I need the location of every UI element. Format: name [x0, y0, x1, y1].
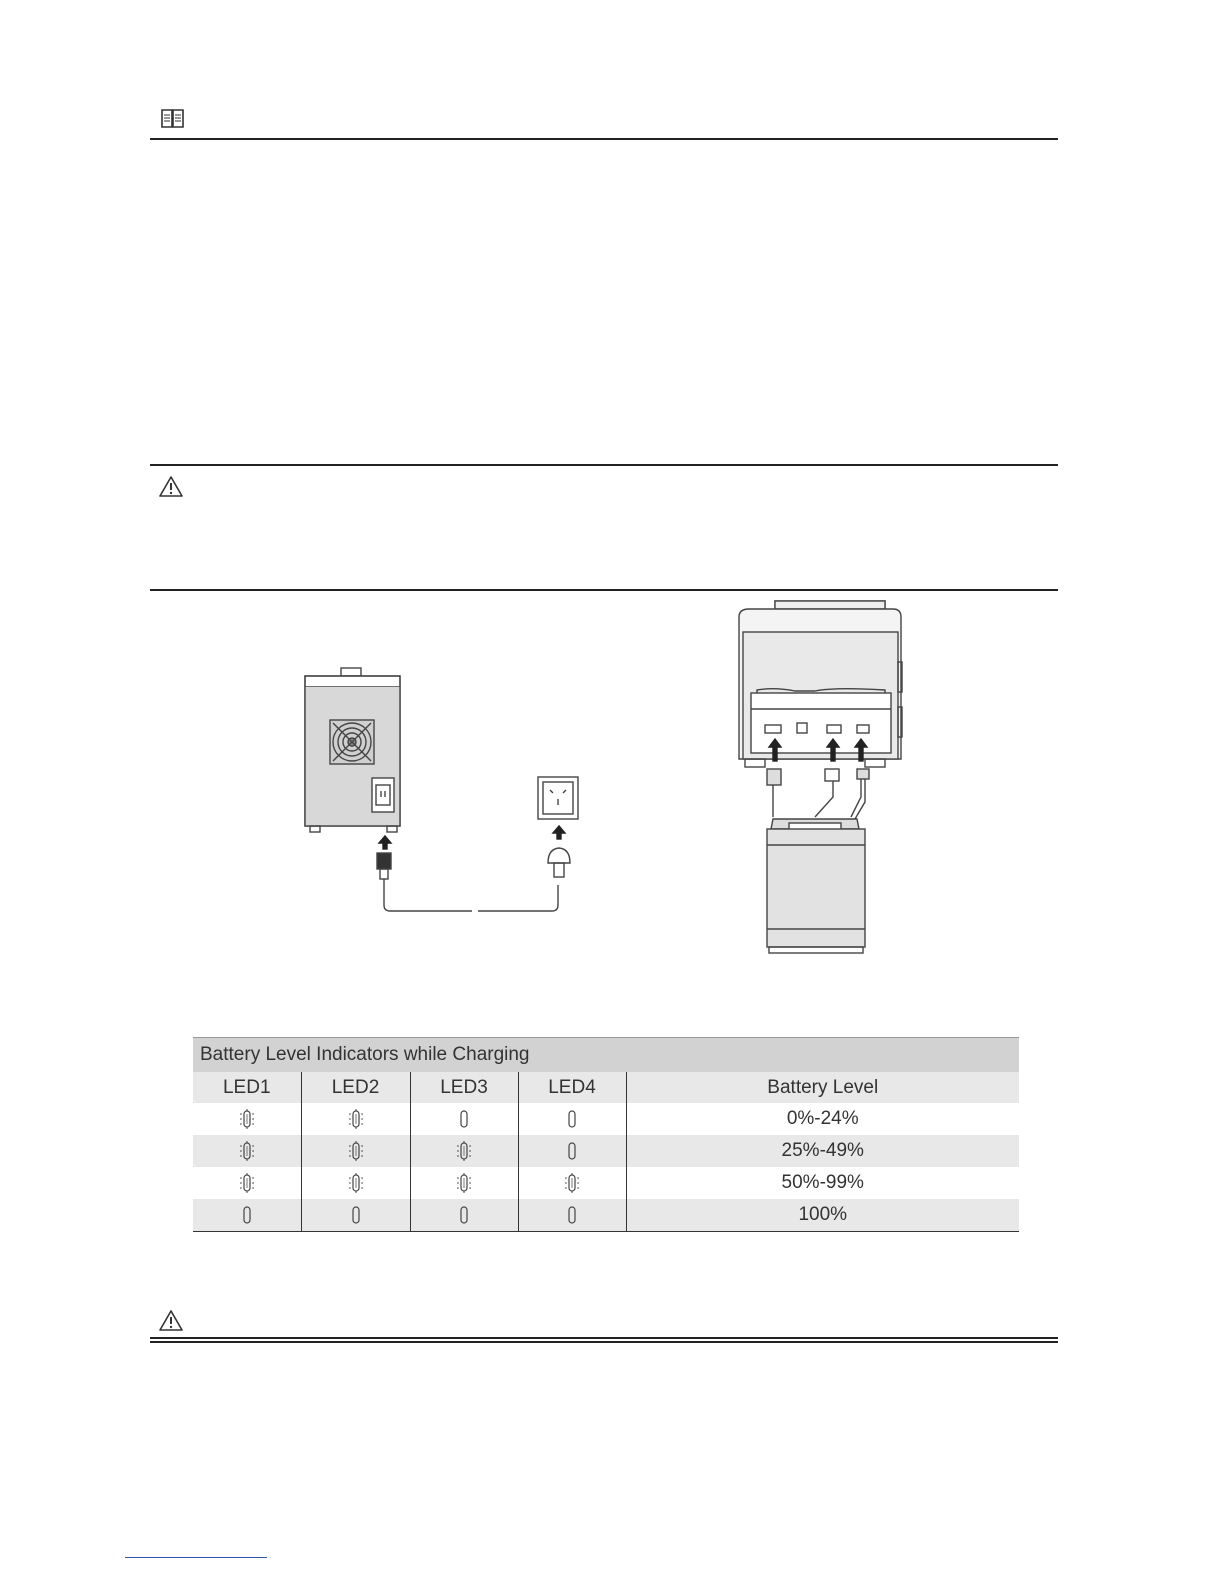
led-indicator — [193, 1167, 301, 1199]
led-blinking-icon — [561, 1172, 583, 1194]
warning2-rule-b — [150, 1341, 1058, 1343]
led-blinking-icon — [345, 1140, 367, 1162]
warning2-rule-a — [150, 1337, 1058, 1339]
led-indicator — [518, 1135, 626, 1167]
led-indicator — [410, 1199, 518, 1232]
table-caption: Battery Level Indicators while Charging — [193, 1038, 1019, 1073]
led-blinking-icon — [453, 1140, 475, 1162]
led-off-icon — [453, 1204, 475, 1226]
led-indicator — [301, 1103, 410, 1135]
warning-icon — [158, 1309, 184, 1332]
led-indicator — [410, 1167, 518, 1199]
charging-hub-battery-figure — [735, 597, 905, 957]
table-row — [193, 1167, 1019, 1199]
led-off-icon — [561, 1108, 583, 1130]
battery-level-value: 100% — [626, 1199, 1019, 1232]
led-blinking-icon — [345, 1108, 367, 1130]
led-indicator — [518, 1199, 626, 1232]
led-off-icon — [561, 1140, 583, 1162]
led-indicator — [301, 1199, 410, 1232]
footer-link-underline — [125, 1557, 267, 1558]
led-indicator — [410, 1103, 518, 1135]
led-indicator — [193, 1103, 301, 1135]
led-indicator — [193, 1135, 301, 1167]
table-row — [193, 1199, 1019, 1232]
led-off-icon — [453, 1108, 475, 1130]
led-indicator — [410, 1135, 518, 1167]
battery-level-value: 0%-24% — [626, 1103, 1019, 1135]
led-indicator — [301, 1167, 410, 1199]
led-blinking-icon — [236, 1140, 258, 1162]
battery-level-value: 50%-99% — [626, 1167, 1019, 1199]
led-indicator — [301, 1135, 410, 1167]
table-row — [193, 1135, 1019, 1167]
battery-level-table — [193, 1037, 1019, 1232]
header-led3: LED3 — [410, 1072, 518, 1103]
warning-top-rule — [150, 464, 1058, 466]
led-blinking-icon — [236, 1172, 258, 1194]
led-indicator — [518, 1103, 626, 1135]
led-blinking-icon — [453, 1172, 475, 1194]
note-rule — [150, 138, 1058, 140]
led-off-icon — [236, 1204, 258, 1226]
led-blinking-icon — [345, 1172, 367, 1194]
charger-wall-connection-figure — [300, 665, 590, 915]
battery-level-value: 25%-49% — [626, 1135, 1019, 1167]
book-icon — [160, 107, 186, 129]
led-off-icon — [561, 1204, 583, 1226]
led-indicator — [193, 1199, 301, 1232]
header-led1: LED1 — [193, 1072, 301, 1103]
led-off-icon — [345, 1204, 367, 1226]
header-led2: LED2 — [301, 1072, 410, 1103]
led-indicator — [518, 1167, 626, 1199]
header-led4: LED4 — [518, 1072, 626, 1103]
warning-bottom-rule — [150, 589, 1058, 591]
led-blinking-icon — [236, 1108, 258, 1130]
table-row — [193, 1103, 1019, 1135]
warning-icon — [158, 475, 184, 498]
header-battery-level: Battery Level — [626, 1072, 1019, 1103]
